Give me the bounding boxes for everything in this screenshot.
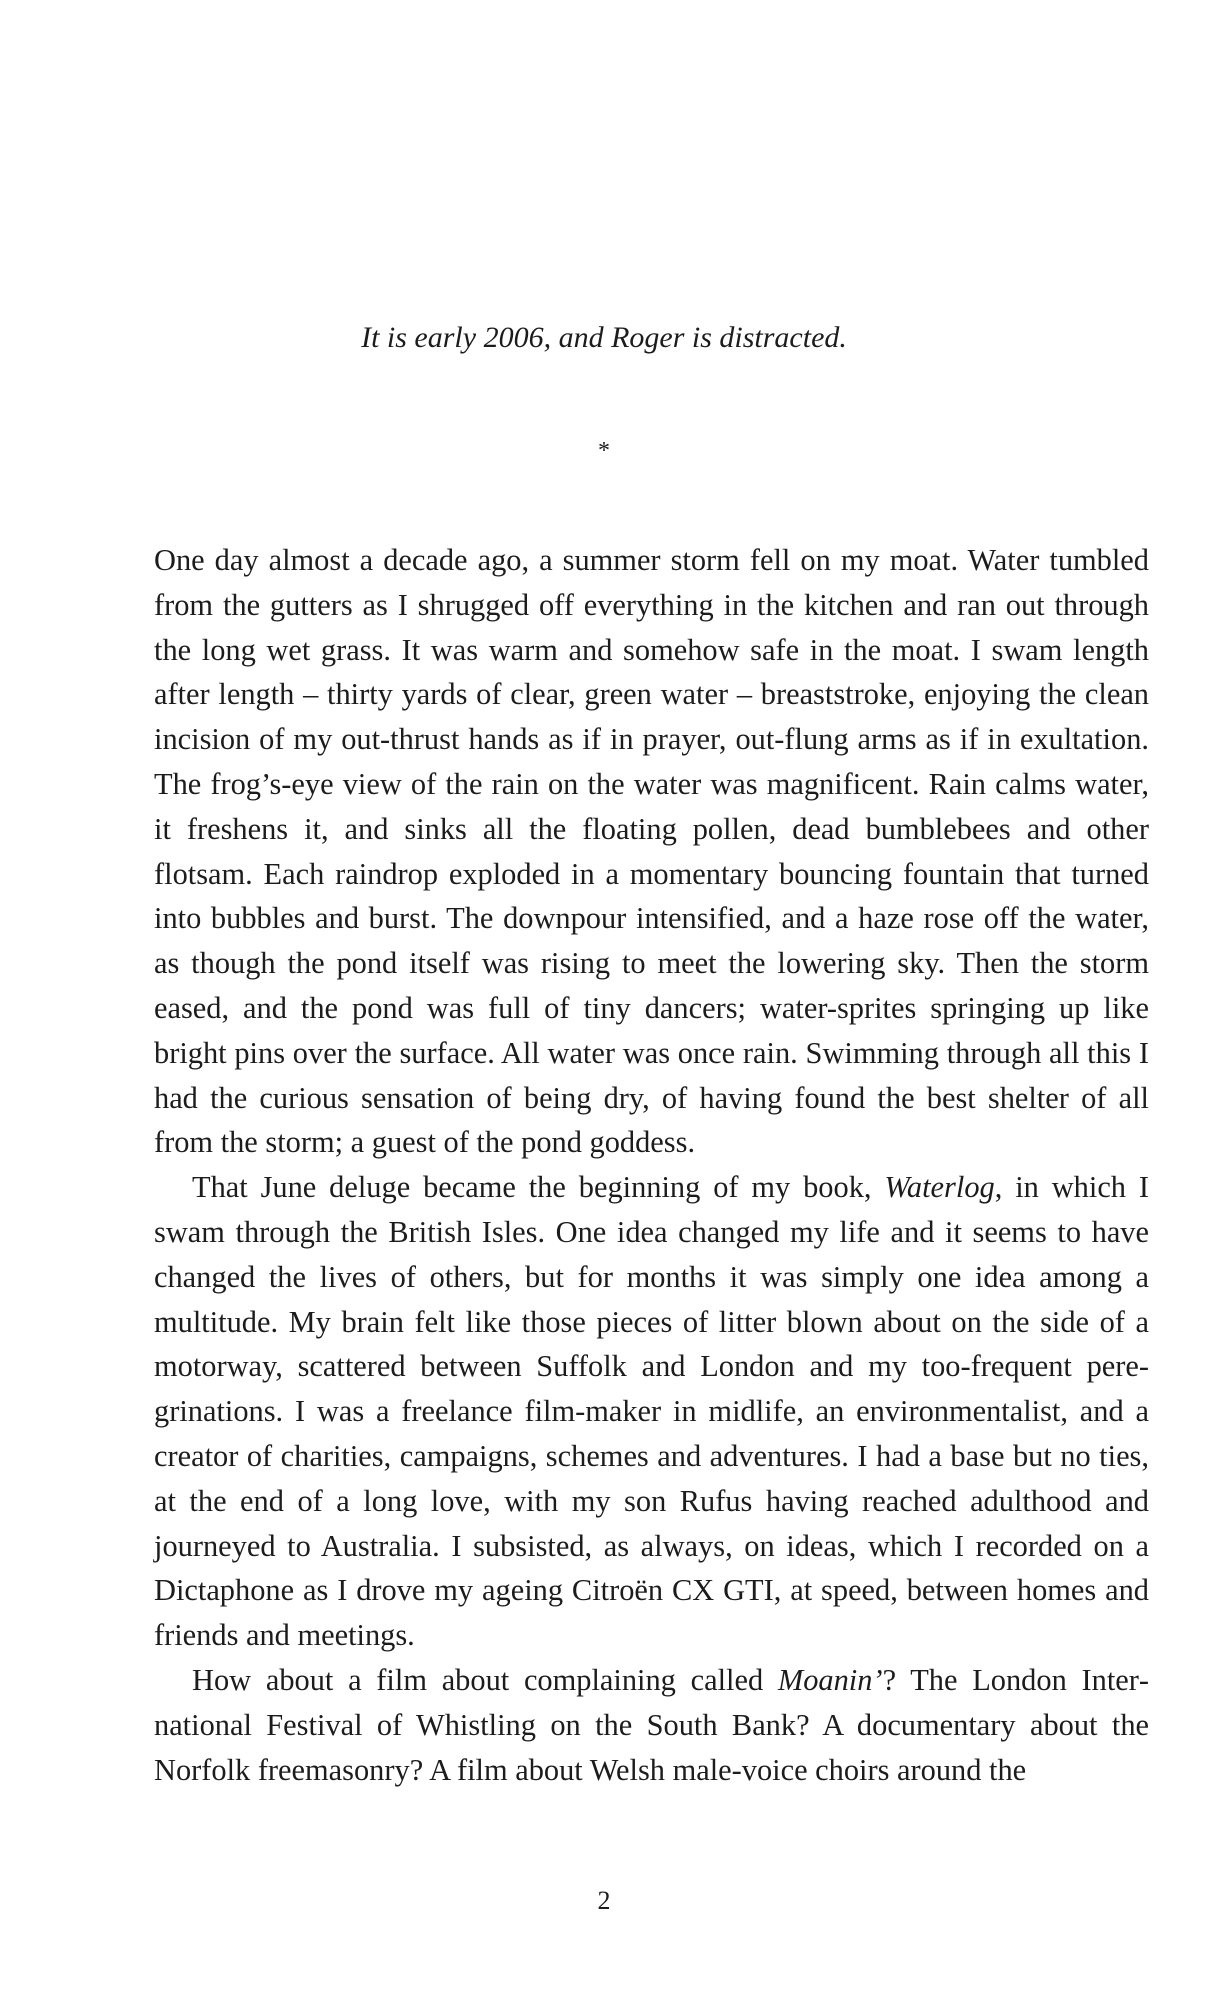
- paragraph-text: How about a film about complaining called: [192, 1662, 778, 1697]
- page-number: 2: [597, 1886, 611, 1915]
- paragraph-waterlog: [154, 1165, 1149, 1658]
- paragraph-storm: [154, 538, 1149, 1165]
- epigraph: It is early 2006, and Roger is distracted.: [361, 321, 847, 354]
- body-text: [154, 538, 1149, 1792]
- film-title-moanin: Moanin’: [777, 1662, 883, 1697]
- book-title-waterlog: Waterlog: [884, 1170, 995, 1205]
- paragraph-film-ideas: [154, 1658, 1149, 1792]
- section-break-asterisk: *: [598, 438, 610, 464]
- paragraph-text: That June deluge became the beginning of my book,: [192, 1170, 885, 1205]
- paragraph-text: ? The London International Festival of Whistling on the South Bank? A documentary about the Norfolk freemasonry? A film about Welsh male-voice choirs around the: [154, 1662, 1149, 1787]
- paragraph-text: One day almost a decade ago, a summer storm fell on my moat. Water tumbled from the gutters as I shrugged off everything in the kitchen and ran out through the long wet grass. It was warm and somehow safe in the moat. I swam length after length – thirty yards of clear, green water – breaststroke, enjoying the clean incision of my out-thrust hands as if in prayer, out-flung arms as if in exultation. The frog’s-eye view of the rain on the water was magnificent. Rain calms water, it freshens it, and sinks all the floating pollen, dead bumblebees and other flotsam. Each raindrop exploded in a momentary bouncing fountain that turned into bubbles and burst. The downpour intensified, and a haze rose off the water, as though the pond itself was rising to meet the lowering sky. Then the storm eased, and the pond was full of tiny dancers; water-sprites springing up like bright pins over the surface. All water was once rain. Swimming through all this I had the curious sensation of being dry, of having found the best shelter of all from the storm; a guest of the pond goddess.: [154, 543, 1149, 1160]
- paragraph-text: , in which I swam through the British Isles. One idea changed my life and it seems to have changed the lives of others, but for months it was simply one idea among a multitude. My brain felt like those pieces of litter blown about on the side of a motorway, scattered between Suffolk and London and my too-frequent peregrinations. I was a freelance film-maker in midlife, an environmentalist, and a creator of charities, campaigns, schemes and adventures. I had a base but no ties, at the end of a long love, with my son Rufus having reached adulthood and journeyed to Australia. I subsisted, as always, on ideas, which I recorded on a Dictaphone as I drove my ageing Citroën CX GTI, at speed, between homes and friends and meetings.: [154, 1170, 1150, 1653]
